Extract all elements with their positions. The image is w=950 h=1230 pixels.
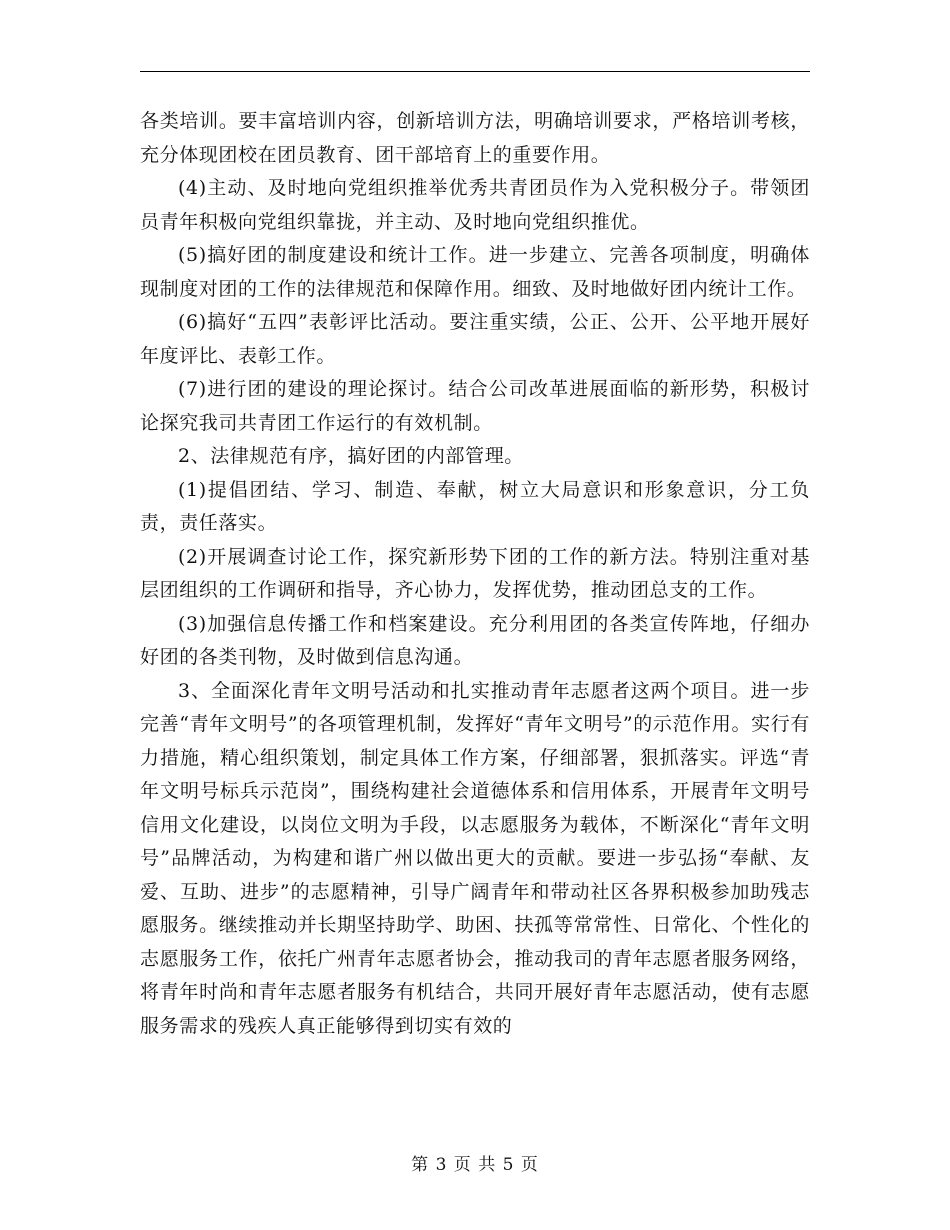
- paragraph: (1)提倡团结、学习、制造、奉献，树立大局意识和形象意识，分工负责，责任落实。: [140, 478, 810, 534]
- paragraph: (6)搞好“五四”表彰评比活动。要注重实绩，公正、公开、公平地开展好年度评比、表彰工作。: [140, 311, 810, 367]
- page-number: 第 3 页 共 5 页: [411, 1155, 539, 1175]
- paragraph: 各类培训。要丰富培训内容，创新培训方法，明确培训要求，严格培训考核，充分体现团校在团员教育、团干部培育上的重要作用。: [140, 110, 810, 166]
- document-body: [140, 105, 810, 1043]
- paragraph: (5)搞好团的制度建设和统计工作。进一步建立、完善各项制度，明确体现制度对团的工作的法律规范和保障作用。细致、及时地做好团内统计工作。: [140, 244, 810, 300]
- section-heading: 2、法律规范有序，搞好团的内部管理。: [178, 445, 524, 467]
- paragraph: (4)主动、及时地向党组织推举优秀共青团员作为入党积极分子。带领团员青年积极向党组织靠拢，并主动、及时地向党组织推优。: [140, 177, 810, 233]
- paragraph: (2)开展调查讨论工作，探究新形势下团的工作的新方法。特别注重对基层团组织的工作调研和指导，齐心协力，发挥优势，推动团总支的工作。: [140, 545, 810, 601]
- paragraph: (7)进行团的建设的理论探讨。结合公司改革进展面临的新形势，积极讨论探究我司共青团工作运行的有效机制。: [140, 378, 810, 434]
- paragraph: (3)加强信息传播工作和档案建设。充分利用团的各类宣传阵地，仔细办好团的各类刊物，及时做到信息沟通。: [140, 612, 810, 668]
- header-rule: [140, 71, 810, 72]
- paragraph: 3、全面深化青年文明号活动和扎实推动青年志愿者这两个项目。进一步完善“青年文明号”的各项管理机制，发挥好“青年文明号”的示范作用。实行有力措施，精心组织策划，制定具体工作方案，仔细部署，狠抓落实。评选“青年文明号标兵示范岗”，围绕构建社会道德体系和信用体系，开展青年文明号信用文化建设，以岗位文明为手段，以志愿服务为载体，不断深化“青年文明号”品牌活动，为构建和谐广州以做出更大的贡献。要进一步弘扬“奉献、友爱、互助、进步”的志愿精神，引导广阔青年和带动社区各界积极参加助残志愿服务。继续推动并长期坚持助学、助困、扶孤等常常性、日常化、个性化的志愿服务工作，依托广州青年志愿者协会，推动我司的青年志愿者服务网络，将青年时尚和青年志愿者服务有机结合，共同开展好青年志愿活动，使有志愿服务需求的残疾人真正能够得到切实有效的: [140, 679, 810, 1037]
